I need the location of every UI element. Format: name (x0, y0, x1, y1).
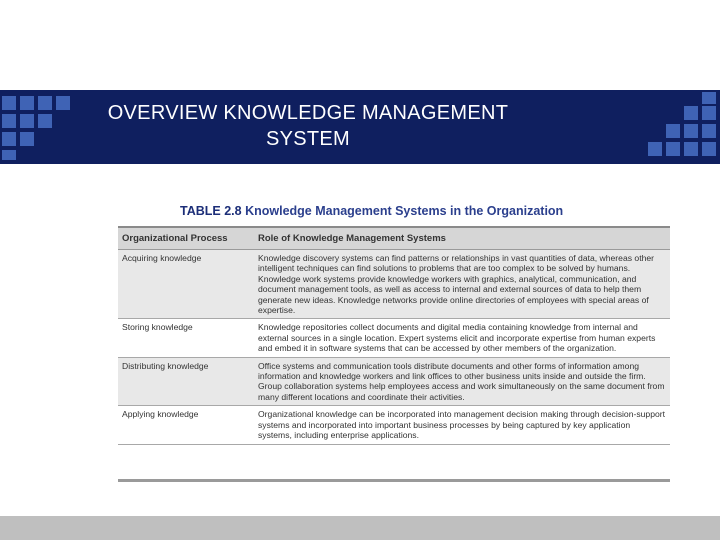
table-number: TABLE 2.8 (180, 204, 242, 218)
table-header-row (118, 227, 670, 250)
column-header-role: Role of Knowledge Management Systems (254, 227, 670, 250)
km-table-figure (118, 204, 670, 482)
slide-title: OVERVIEW KNOWLEDGE MANAGEMENT SYSTEM (107, 102, 509, 150)
column-header-process: Organizational Process (118, 227, 254, 250)
title-banner (0, 90, 720, 164)
row-role: Knowledge discovery systems can find patterns or relationships in vast quantities of data, whereas other intelligent techniques can find solutions to problems that are too complex to be solved by humans. Knowledge work systems provide knowledge workers with graphics, analytical, communication, and document management tools, as well as access to internal and external sources of data to help them generate new ideas. Knowledge networks provide online directories of employees with special areas of expertise. (254, 250, 670, 319)
table-caption (180, 204, 563, 218)
row-role: Knowledge repositories collect documents and digital media containing knowledge from internal and external sources in a single location. Expert systems elicit and incorporate expertise from human experts and embed it in software systems that can be accessed by other members of the organization. (254, 319, 670, 357)
table-bottom-rule (118, 479, 670, 482)
table-row (118, 406, 670, 444)
row-process: Acquiring knowledge (118, 250, 254, 319)
row-process: Applying knowledge (118, 406, 254, 444)
row-process: Distributing knowledge (118, 357, 254, 406)
table-row (118, 250, 670, 319)
row-process: Storing knowledge (118, 319, 254, 357)
km-table (118, 226, 670, 445)
footer-bar (0, 516, 720, 540)
row-role: Office systems and communication tools distribute documents and other forms of information among information and knowledge workers and link offices to other business units inside and outside the firm. Group collaboration systems help employees access and work simultaneously on the same document from many different locations and coordinate their activities. (254, 357, 670, 406)
table-row (118, 319, 670, 357)
table-row (118, 357, 670, 406)
table-title: Knowledge Management Systems in the Organization (245, 204, 564, 218)
row-role: Organizational knowledge can be incorporated into management decision making through decision-support systems and incorporated into important business processes by being captured by key application systems, including enterprise applications. (254, 406, 670, 444)
